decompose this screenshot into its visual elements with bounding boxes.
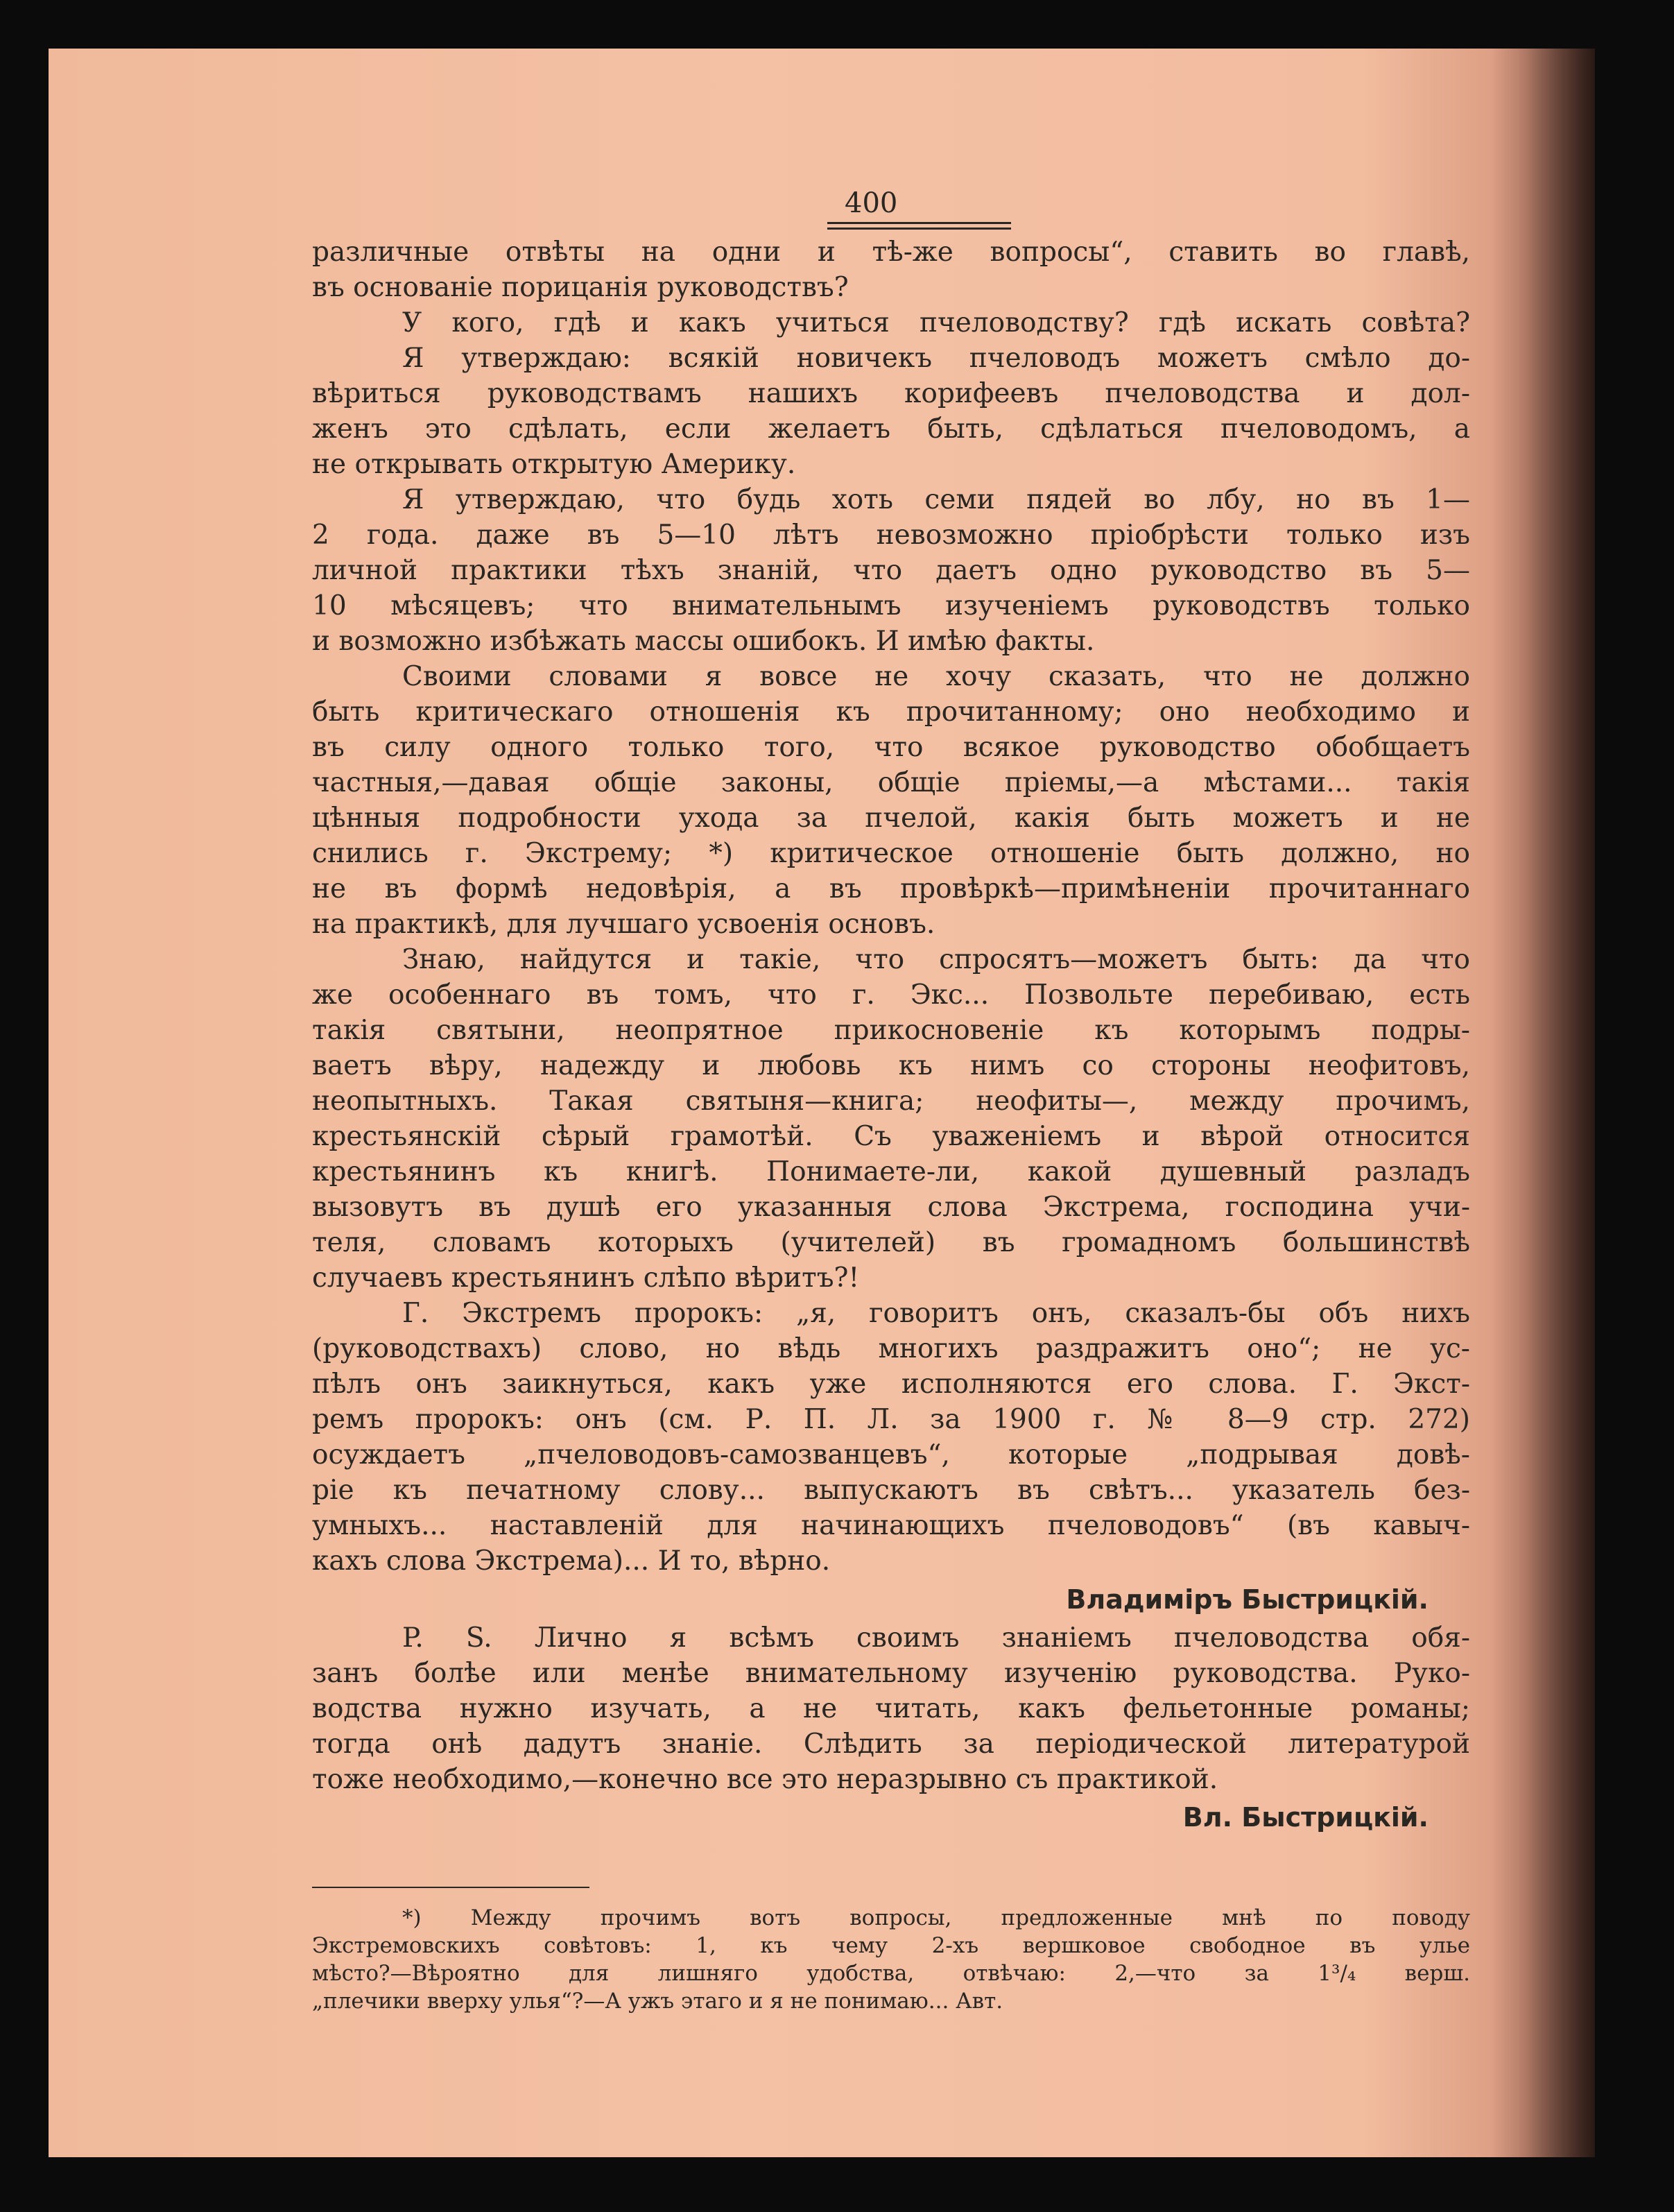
footnote-rule <box>312 1887 589 1888</box>
text-line: женъ это сдѣлать, если желаетъ быть, сдѣлаться пчеловодомъ, а <box>312 413 1470 445</box>
text-line: осуждаетъ „пчеловодовъ-самозванцевъ“, которые „подрывая довѣ- <box>312 1439 1470 1471</box>
ps-line: занъ болѣе или менѣе внимательному изученію руководства. Руко- <box>312 1658 1470 1689</box>
text-line: въ основаніе порицанія руководствъ? <box>312 272 849 303</box>
signature: Владиміръ Быстрицкій. <box>1066 1584 1429 1615</box>
text-line: же особеннаго въ томъ, что г. Экс... Позвольте перебиваю, есть <box>312 979 1470 1011</box>
text-line: не открывать открытую Америку. <box>312 449 796 480</box>
text-line: быть критическаго отношенія къ прочитанному; оно необходимо и <box>312 696 1470 728</box>
footnote-line: мѣсто?—Вѣроятно для лишняго удобства, отвѣчаю: 2,—что за 1³/₄ верш. <box>312 1961 1470 1986</box>
ps-line: P. S. Лично я всѣмъ своимъ знаніемъ пчеловодства обя- <box>402 1622 1470 1654</box>
footnote-line: Экстремовскихъ совѣтовъ: 1, къ чему 2-хъ вершковое свободное въ улье <box>312 1933 1470 1958</box>
text-line: снились г. Экстрему; *) критическое отношеніе быть должно, но <box>312 838 1470 869</box>
text-line: не въ формѣ недовѣрія, а въ провѣркѣ—примѣненіи прочитаннаго <box>312 873 1470 904</box>
text-line: кахъ слова Экстрема)... И то, вѣрно. <box>312 1545 831 1577</box>
text-line: 2 года. даже въ 5—10 лѣтъ невозможно пріобрѣсти только изъ <box>312 520 1470 551</box>
text-line: въ силу одного только того, что всякое руководство обобщаетъ <box>312 732 1470 763</box>
text-line: 10 мѣсяцевъ; что внимательнымъ изученіемъ руководствъ только <box>312 590 1470 621</box>
text-line: Своими словами я вовсе не хочу сказать, что не должно <box>402 661 1470 692</box>
text-line: случаевъ крестьянинъ слѣпо вѣритъ?! <box>312 1262 860 1294</box>
text-line: ріе къ печатному слову... выпускаютъ въ свѣтъ... указатель без- <box>312 1475 1470 1506</box>
ps-line: тогда онѣ дадутъ знаніе. Слѣдить за періодической литературой <box>312 1729 1470 1760</box>
book-page <box>49 49 1595 2157</box>
text-line: на практикѣ, для лучшаго усвоенія основъ. <box>312 909 935 940</box>
text-line: различные отвѣты на одни и тѣ-же вопросы“, ставить во главѣ, <box>312 237 1470 268</box>
signature-short: Вл. Быстрицкій. <box>1182 1802 1429 1833</box>
text-line: цѣнныя подробности ухода за пчелой, какія быть можетъ и не <box>312 803 1470 834</box>
text-line: крестьянскій сѣрый грамотѣй. Съ уваженіемъ и вѣрой относится <box>312 1121 1470 1152</box>
header-rule <box>827 222 1011 224</box>
text-line: ваетъ вѣру, надежду и любовь къ нимъ со стороны неофитовъ, <box>312 1050 1470 1081</box>
header-rule <box>827 228 1011 230</box>
text-line: ремъ пророкъ: онъ (см. Р. П. Л. за 1900 г. № 8—9 стр. 272) <box>312 1404 1470 1435</box>
text-line: и возможно избѣжать массы ошибокъ. И имѣю факты. <box>312 626 1095 657</box>
text-line: неопытныхъ. Такая святыня—книга; неофиты—, между прочимъ, <box>312 1086 1470 1117</box>
text-line: теля, словамъ которыхъ (учителей) въ громадномъ большинствѣ <box>312 1227 1470 1258</box>
text-line: Я утверждаю, что будь хоть семи пядей во лбу, но въ 1— <box>402 484 1470 515</box>
footnote-line: „плечики вверху улья“?—А ужъ этаго и я не понимаю... Авт. <box>312 1989 1003 2014</box>
text-line: пѣлъ онъ заикнуться, какъ уже исполняются его слова. Г. Экст- <box>312 1369 1470 1400</box>
text-line: личной практики тѣхъ знаній, что даетъ одно руководство въ 5— <box>312 555 1470 586</box>
text-line: вѣриться руководствамъ нашихъ корифеевъ пчеловодства и дол- <box>312 378 1470 409</box>
text-line: У кого, гдѣ и какъ учиться пчеловодству? гдѣ искать совѣта? <box>402 307 1470 338</box>
ps-line: тоже необходимо,—конечно все это неразрывно съ практикой. <box>312 1764 1218 1795</box>
text-line: крестьянинъ къ книгѣ. Понимаете-ли, какой душевный разладъ <box>312 1156 1470 1188</box>
text-line: вызовутъ въ душѣ его указанныя слова Экстрема, господина учи- <box>312 1192 1470 1223</box>
text-line: частныя,—давая общіе законы, общіе пріемы,—а мѣстами... такія <box>312 767 1470 798</box>
page-edge-shadow <box>1491 49 1595 2157</box>
text-line: (руководствахъ) слово, но вѣдь многихъ раздражитъ оно“; не ус- <box>312 1333 1470 1364</box>
text-line: Знаю, найдутся и такіе, что спросятъ—можетъ быть: да что <box>402 944 1470 975</box>
text-line: Г. Экстремъ пророкъ: „я, говоритъ онъ, сказалъ-бы объ нихъ <box>402 1298 1470 1329</box>
footnote-line: *) Между прочимъ вотъ вопросы, предложенные мнѣ по поводу <box>402 1905 1470 1930</box>
page-number: 400 <box>845 187 898 219</box>
ps-line: водства нужно изучать, а не читать, какъ фельетонные романы; <box>312 1693 1470 1724</box>
text-line: умныхъ... наставленій для начинающихъ пчеловодовъ“ (въ кавыч- <box>312 1510 1470 1541</box>
text-line: Я утверждаю: всякій новичекъ пчеловодъ можетъ смѣло до- <box>402 343 1470 374</box>
text-line: такія святыни, неопрятное прикосновеніе къ которымъ подры- <box>312 1015 1470 1046</box>
